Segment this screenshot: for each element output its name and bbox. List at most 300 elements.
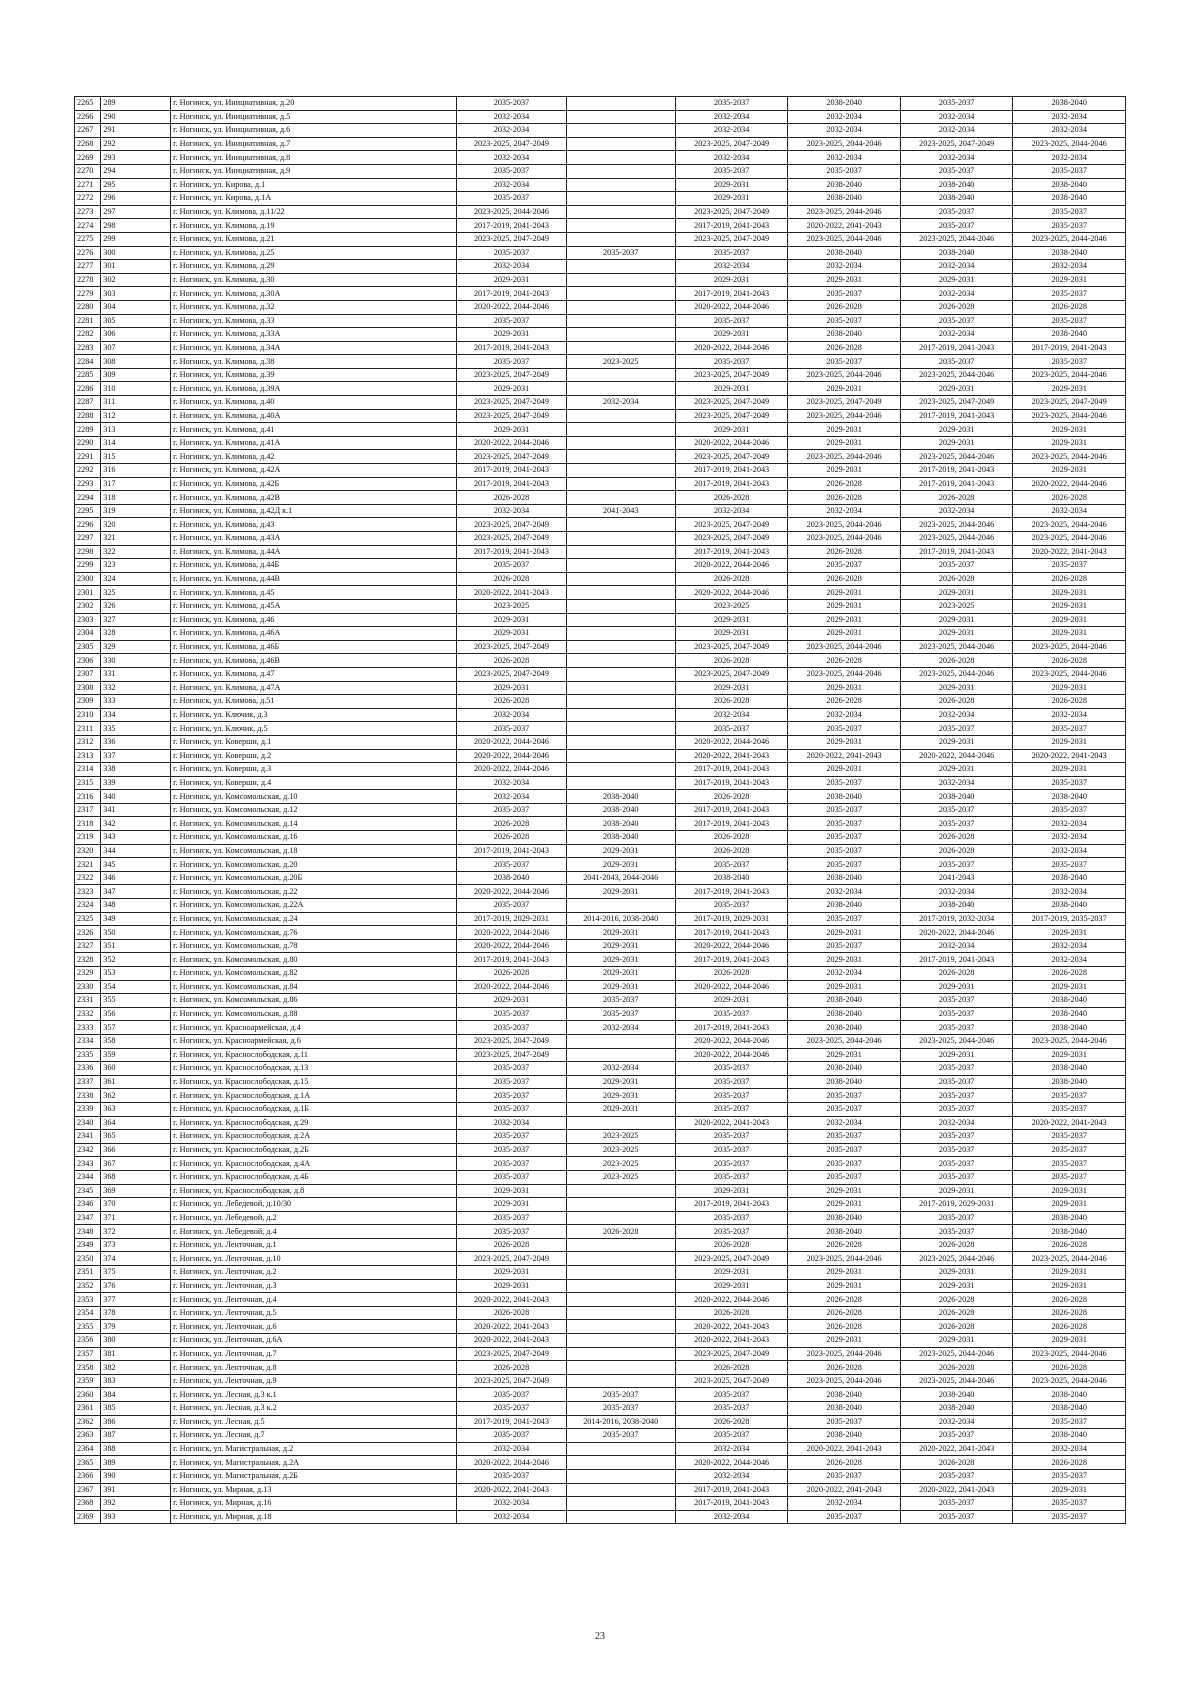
period-6-cell: 2020-2022, 2041-2043 bbox=[1013, 1116, 1126, 1130]
object-id-cell: 356 bbox=[101, 1007, 171, 1021]
address-cell: г. Ногинск, ул. Климова, д.21 bbox=[171, 232, 457, 246]
period-1-cell: 2035-2037 bbox=[457, 559, 566, 573]
object-id-cell: 378 bbox=[101, 1306, 171, 1320]
address-cell: г. Ногинск, ул. Климова, д.32 bbox=[171, 300, 457, 314]
table-row bbox=[75, 1184, 1126, 1198]
period-4-cell: 2035-2037 bbox=[788, 1143, 901, 1157]
address-cell: г. Ногинск, ул. Комсомольская, д.22 bbox=[171, 885, 457, 899]
period-4-cell: 2038-2040 bbox=[788, 178, 901, 192]
period-5-cell: 2029-2031 bbox=[900, 980, 1013, 994]
period-4-cell: 2029-2031 bbox=[788, 1048, 901, 1062]
table-row bbox=[75, 1279, 1126, 1293]
period-4-cell: 2038-2040 bbox=[788, 1075, 901, 1089]
object-id-cell: 386 bbox=[101, 1415, 171, 1429]
period-1-cell: 2035-2037 bbox=[457, 355, 566, 369]
period-1-cell: 2032-2034 bbox=[457, 124, 566, 138]
address-cell: г. Ногинск, ул. Климова, д.42Б bbox=[171, 477, 457, 491]
object-id-cell: 363 bbox=[101, 1102, 171, 1116]
address-cell: г. Ногинск, ул. Краснослободская, д.1А bbox=[171, 1089, 457, 1103]
period-5-cell: 2026-2028 bbox=[900, 1306, 1013, 1320]
row-number-cell: 2316 bbox=[75, 790, 101, 804]
address-cell: г. Ногинск, ул. Лебедевой, д.10/30 bbox=[171, 1198, 457, 1212]
table-row bbox=[75, 164, 1126, 178]
table-row bbox=[75, 695, 1126, 709]
period-6-cell: 2023-2025, 2044-2046 bbox=[1013, 1347, 1126, 1361]
address-cell: г. Ногинск, ул. Ключик, д.5 bbox=[171, 722, 457, 736]
period-6-cell: 2035-2037 bbox=[1013, 1143, 1126, 1157]
object-id-cell: 322 bbox=[101, 545, 171, 559]
period-3-cell: 2023-2025, 2047-2049 bbox=[675, 409, 788, 423]
object-id-cell: 338 bbox=[101, 763, 171, 777]
table-row bbox=[75, 436, 1126, 450]
address-cell: г. Ногинск, ул. Лесная, д.7 bbox=[171, 1429, 457, 1443]
row-number-cell: 2338 bbox=[75, 1089, 101, 1103]
row-number-cell: 2359 bbox=[75, 1374, 101, 1388]
period-5-cell: 2035-2037 bbox=[900, 803, 1013, 817]
object-id-cell: 388 bbox=[101, 1442, 171, 1456]
period-5-cell: 2023-2025, 2044-2046 bbox=[900, 1347, 1013, 1361]
address-cell: г. Ногинск, ул. Климова, д.46 bbox=[171, 613, 457, 627]
period-6-cell: 2026-2028 bbox=[1013, 1320, 1126, 1334]
row-number-cell: 2299 bbox=[75, 559, 101, 573]
period-1-cell: 2020-2022, 2044-2046 bbox=[457, 980, 566, 994]
period-5-cell: 2035-2037 bbox=[900, 858, 1013, 872]
period-4-cell: 2029-2031 bbox=[788, 613, 901, 627]
row-number-cell: 2345 bbox=[75, 1184, 101, 1198]
period-5-cell: 2038-2040 bbox=[900, 246, 1013, 260]
period-2-cell bbox=[566, 477, 675, 491]
object-id-cell: 291 bbox=[101, 124, 171, 138]
object-id-cell: 331 bbox=[101, 667, 171, 681]
period-4-cell: 2035-2037 bbox=[788, 803, 901, 817]
period-6-cell: 2035-2037 bbox=[1013, 355, 1126, 369]
period-5-cell: 2020-2022, 2041-2043 bbox=[900, 1442, 1013, 1456]
address-cell: г. Ногинск, ул. Климова, д.33 bbox=[171, 314, 457, 328]
object-id-cell: 340 bbox=[101, 790, 171, 804]
table-row bbox=[75, 110, 1126, 124]
table-row bbox=[75, 1075, 1126, 1089]
period-6-cell: 2029-2031 bbox=[1013, 763, 1126, 777]
period-6-cell: 2023-2025, 2044-2046 bbox=[1013, 1034, 1126, 1048]
period-1-cell: 2023-2025, 2047-2049 bbox=[457, 137, 566, 151]
table-row bbox=[75, 124, 1126, 138]
object-id-cell: 348 bbox=[101, 899, 171, 913]
address-cell: г. Ногинск, ул. Климова, д.42Д к.1 bbox=[171, 504, 457, 518]
object-id-cell: 392 bbox=[101, 1497, 171, 1511]
table-row bbox=[75, 1116, 1126, 1130]
period-5-cell: 2035-2037 bbox=[900, 1157, 1013, 1171]
object-id-cell: 382 bbox=[101, 1361, 171, 1375]
object-id-cell: 302 bbox=[101, 273, 171, 287]
object-id-cell: 334 bbox=[101, 708, 171, 722]
object-id-cell: 306 bbox=[101, 328, 171, 342]
table-row bbox=[75, 790, 1126, 804]
row-number-cell: 2277 bbox=[75, 260, 101, 274]
period-3-cell: 2017-2019, 2041-2043 bbox=[675, 464, 788, 478]
period-3-cell: 2020-2022, 2041-2043 bbox=[675, 1116, 788, 1130]
table-row bbox=[75, 368, 1126, 382]
period-6-cell: 2035-2037 bbox=[1013, 164, 1126, 178]
period-3-cell: 2026-2028 bbox=[675, 1415, 788, 1429]
period-1-cell: 2020-2022, 2044-2046 bbox=[457, 1456, 566, 1470]
period-4-cell: 2026-2028 bbox=[788, 1361, 901, 1375]
period-1-cell: 2032-2034 bbox=[457, 1442, 566, 1456]
address-cell: г. Ногинск, ул. Комсомольская, д.20 bbox=[171, 858, 457, 872]
address-cell: г. Ногинск, ул. Ленточная, д.4 bbox=[171, 1293, 457, 1307]
period-2-cell bbox=[566, 518, 675, 532]
address-cell: г. Ногинск, ул. Климова, д.44Б bbox=[171, 559, 457, 573]
period-6-cell: 2026-2028 bbox=[1013, 491, 1126, 505]
period-5-cell: 2032-2034 bbox=[900, 776, 1013, 790]
address-cell: г. Ногинск, ул. Ленточная, д.10 bbox=[171, 1252, 457, 1266]
object-id-cell: 364 bbox=[101, 1116, 171, 1130]
row-number-cell: 2265 bbox=[75, 97, 101, 111]
table-row bbox=[75, 1429, 1126, 1443]
table-row bbox=[75, 518, 1126, 532]
period-3-cell: 2029-2031 bbox=[675, 273, 788, 287]
period-6-cell: 2038-2040 bbox=[1013, 178, 1126, 192]
period-3-cell: 2029-2031 bbox=[675, 613, 788, 627]
period-6-cell: 2035-2037 bbox=[1013, 1102, 1126, 1116]
period-4-cell: 2032-2034 bbox=[788, 151, 901, 165]
object-id-cell: 315 bbox=[101, 450, 171, 464]
period-6-cell: 2029-2031 bbox=[1013, 735, 1126, 749]
object-id-cell: 336 bbox=[101, 735, 171, 749]
period-2-cell bbox=[566, 178, 675, 192]
row-number-cell: 2333 bbox=[75, 1021, 101, 1035]
table-row bbox=[75, 817, 1126, 831]
period-3-cell: 2023-2025 bbox=[675, 599, 788, 613]
row-number-cell: 2266 bbox=[75, 110, 101, 124]
schedule-table bbox=[74, 96, 1126, 1524]
period-3-cell: 2035-2037 bbox=[675, 899, 788, 913]
period-6-cell: 2038-2040 bbox=[1013, 1388, 1126, 1402]
period-5-cell: 2017-2019, 2041-2043 bbox=[900, 953, 1013, 967]
period-2-cell: 2035-2037 bbox=[566, 1429, 675, 1443]
period-4-cell: 2035-2037 bbox=[788, 1157, 901, 1171]
period-6-cell: 2029-2031 bbox=[1013, 980, 1126, 994]
period-6-cell: 2035-2037 bbox=[1013, 1089, 1126, 1103]
period-4-cell: 2035-2037 bbox=[788, 817, 901, 831]
period-2-cell: 2029-2031 bbox=[566, 967, 675, 981]
address-cell: г. Ногинск, ул. Лесная, д.5 bbox=[171, 1415, 457, 1429]
period-5-cell: 2023-2025, 2044-2046 bbox=[900, 368, 1013, 382]
period-6-cell: 2020-2022, 2044-2046 bbox=[1013, 477, 1126, 491]
object-id-cell: 390 bbox=[101, 1469, 171, 1483]
period-1-cell: 2035-2037 bbox=[457, 1157, 566, 1171]
row-number-cell: 2357 bbox=[75, 1347, 101, 1361]
period-2-cell bbox=[566, 1116, 675, 1130]
period-4-cell: 2032-2034 bbox=[788, 708, 901, 722]
period-1-cell: 2032-2034 bbox=[457, 504, 566, 518]
period-1-cell: 2023-2025, 2047-2049 bbox=[457, 450, 566, 464]
period-1-cell: 2032-2034 bbox=[457, 151, 566, 165]
row-number-cell: 2368 bbox=[75, 1497, 101, 1511]
period-2-cell bbox=[566, 341, 675, 355]
period-3-cell: 2017-2019, 2041-2043 bbox=[675, 219, 788, 233]
object-id-cell: 354 bbox=[101, 980, 171, 994]
period-3-cell: 2032-2034 bbox=[675, 124, 788, 138]
period-3-cell: 2023-2025, 2047-2049 bbox=[675, 232, 788, 246]
period-5-cell: 2035-2037 bbox=[900, 314, 1013, 328]
period-2-cell bbox=[566, 572, 675, 586]
period-3-cell: 2023-2025, 2047-2049 bbox=[675, 667, 788, 681]
period-4-cell: 2026-2028 bbox=[788, 1320, 901, 1334]
period-1-cell: 2035-2037 bbox=[457, 192, 566, 206]
object-id-cell: 352 bbox=[101, 953, 171, 967]
object-id-cell: 310 bbox=[101, 382, 171, 396]
period-6-cell: 2026-2028 bbox=[1013, 654, 1126, 668]
period-5-cell: 2029-2031 bbox=[900, 1184, 1013, 1198]
period-6-cell: 2026-2028 bbox=[1013, 1306, 1126, 1320]
period-6-cell: 2029-2031 bbox=[1013, 1198, 1126, 1212]
address-cell: г. Ногинск, ул. Краснослободская, д.2Б bbox=[171, 1143, 457, 1157]
period-1-cell: 2020-2022, 2041-2043 bbox=[457, 586, 566, 600]
table-row bbox=[75, 1143, 1126, 1157]
period-5-cell: 2032-2034 bbox=[900, 124, 1013, 138]
row-number-cell: 2284 bbox=[75, 355, 101, 369]
period-5-cell: 2035-2037 bbox=[900, 205, 1013, 219]
period-2-cell: 2032-2034 bbox=[566, 1062, 675, 1076]
table-row bbox=[75, 681, 1126, 695]
period-2-cell bbox=[566, 124, 675, 138]
row-number-cell: 2278 bbox=[75, 273, 101, 287]
period-6-cell: 2026-2028 bbox=[1013, 1361, 1126, 1375]
row-number-cell: 2310 bbox=[75, 708, 101, 722]
address-cell: г. Ногинск, ул. Краснослободская, д.4А bbox=[171, 1157, 457, 1171]
period-3-cell: 2017-2019, 2041-2043 bbox=[675, 477, 788, 491]
address-cell: г. Ногинск, ул. Климова, д.19 bbox=[171, 219, 457, 233]
period-3-cell: 2020-2022, 2041-2043 bbox=[675, 1320, 788, 1334]
period-3-cell: 2035-2037 bbox=[675, 1062, 788, 1076]
period-1-cell: 2035-2037 bbox=[457, 899, 566, 913]
period-2-cell bbox=[566, 97, 675, 111]
row-number-cell: 2317 bbox=[75, 803, 101, 817]
period-4-cell: 2038-2040 bbox=[788, 192, 901, 206]
row-number-cell: 2267 bbox=[75, 124, 101, 138]
table-row bbox=[75, 994, 1126, 1008]
table-row bbox=[75, 341, 1126, 355]
period-4-cell: 2023-2025, 2044-2046 bbox=[788, 450, 901, 464]
period-4-cell: 2038-2040 bbox=[788, 328, 901, 342]
address-cell: г. Ногинск, ул. Кирова, д.1 bbox=[171, 178, 457, 192]
period-6-cell: 2029-2031 bbox=[1013, 273, 1126, 287]
table-row bbox=[75, 545, 1126, 559]
period-5-cell: 2032-2034 bbox=[900, 939, 1013, 953]
period-5-cell: 2029-2031 bbox=[900, 1334, 1013, 1348]
period-4-cell: 2032-2034 bbox=[788, 1116, 901, 1130]
object-id-cell: 328 bbox=[101, 627, 171, 641]
table-row bbox=[75, 1456, 1126, 1470]
period-1-cell: 2029-2031 bbox=[457, 382, 566, 396]
period-1-cell: 2026-2028 bbox=[457, 491, 566, 505]
object-id-cell: 339 bbox=[101, 776, 171, 790]
period-3-cell: 2032-2034 bbox=[675, 110, 788, 124]
period-5-cell: 2023-2025, 2044-2046 bbox=[900, 532, 1013, 546]
period-3-cell: 2035-2037 bbox=[675, 97, 788, 111]
period-2-cell bbox=[566, 640, 675, 654]
period-3-cell: 2023-2025, 2047-2049 bbox=[675, 1347, 788, 1361]
period-6-cell: 2029-2031 bbox=[1013, 1279, 1126, 1293]
period-6-cell: 2023-2025, 2044-2046 bbox=[1013, 1374, 1126, 1388]
period-4-cell: 2035-2037 bbox=[788, 1469, 901, 1483]
table-row bbox=[75, 1238, 1126, 1252]
period-5-cell: 2026-2028 bbox=[900, 1293, 1013, 1307]
period-4-cell: 2026-2028 bbox=[788, 545, 901, 559]
period-1-cell: 2020-2022, 2041-2043 bbox=[457, 1483, 566, 1497]
table-row bbox=[75, 1374, 1126, 1388]
object-id-cell: 341 bbox=[101, 803, 171, 817]
period-1-cell: 2017-2019, 2041-2043 bbox=[457, 341, 566, 355]
object-id-cell: 318 bbox=[101, 491, 171, 505]
period-5-cell: 2032-2034 bbox=[900, 708, 1013, 722]
period-4-cell: 2029-2031 bbox=[788, 464, 901, 478]
period-4-cell: 2023-2025, 2044-2046 bbox=[788, 1034, 901, 1048]
period-5-cell: 2038-2040 bbox=[900, 192, 1013, 206]
period-1-cell: 2026-2028 bbox=[457, 817, 566, 831]
period-6-cell: 2026-2028 bbox=[1013, 1456, 1126, 1470]
period-3-cell: 2029-2031 bbox=[675, 681, 788, 695]
address-cell: г. Ногинск, ул. Ковершн, д.4 bbox=[171, 776, 457, 790]
address-cell: г. Ногинск, ул. Ленточная, д.1 bbox=[171, 1238, 457, 1252]
period-2-cell: 2029-2031 bbox=[566, 844, 675, 858]
period-4-cell: 2029-2031 bbox=[788, 980, 901, 994]
object-id-cell: 375 bbox=[101, 1266, 171, 1280]
row-number-cell: 2360 bbox=[75, 1388, 101, 1402]
period-3-cell: 2023-2025, 2047-2049 bbox=[675, 368, 788, 382]
period-3-cell: 2017-2019, 2041-2043 bbox=[675, 763, 788, 777]
period-5-cell: 2032-2034 bbox=[900, 260, 1013, 274]
period-6-cell: 2023-2025, 2044-2046 bbox=[1013, 640, 1126, 654]
object-id-cell: 384 bbox=[101, 1388, 171, 1402]
object-id-cell: 380 bbox=[101, 1334, 171, 1348]
period-6-cell: 2023-2025, 2044-2046 bbox=[1013, 409, 1126, 423]
object-id-cell: 297 bbox=[101, 205, 171, 219]
period-1-cell: 2017-2019, 2041-2043 bbox=[457, 1415, 566, 1429]
address-cell: г. Ногинск, ул. Ленточная, д.8 bbox=[171, 1361, 457, 1375]
period-2-cell bbox=[566, 586, 675, 600]
period-5-cell: 2026-2028 bbox=[900, 1456, 1013, 1470]
period-4-cell: 2026-2028 bbox=[788, 572, 901, 586]
period-5-cell: 2017-2019, 2041-2043 bbox=[900, 545, 1013, 559]
address-cell: г. Ногинск, ул. Климова, д.29 bbox=[171, 260, 457, 274]
period-4-cell: 2035-2037 bbox=[788, 1170, 901, 1184]
period-2-cell bbox=[566, 1211, 675, 1225]
period-1-cell: 2026-2028 bbox=[457, 831, 566, 845]
data-table-container bbox=[74, 96, 1126, 1524]
period-2-cell: 2029-2031 bbox=[566, 953, 675, 967]
period-4-cell: 2038-2040 bbox=[788, 97, 901, 111]
period-6-cell: 2026-2028 bbox=[1013, 1293, 1126, 1307]
row-number-cell: 2326 bbox=[75, 926, 101, 940]
period-5-cell: 2035-2037 bbox=[900, 1225, 1013, 1239]
period-6-cell: 2035-2037 bbox=[1013, 803, 1126, 817]
period-6-cell: 2023-2025, 2047-2049 bbox=[1013, 396, 1126, 410]
address-cell: г. Ногинск, ул. Климова, д.40 bbox=[171, 396, 457, 410]
period-2-cell bbox=[566, 749, 675, 763]
table-row bbox=[75, 504, 1126, 518]
period-6-cell: 2029-2031 bbox=[1013, 1334, 1126, 1348]
period-2-cell bbox=[566, 436, 675, 450]
period-5-cell: 2035-2037 bbox=[900, 1130, 1013, 1144]
period-2-cell bbox=[566, 164, 675, 178]
period-6-cell: 2020-2022, 2041-2043 bbox=[1013, 545, 1126, 559]
period-5-cell: 2035-2037 bbox=[900, 1497, 1013, 1511]
period-6-cell: 2038-2040 bbox=[1013, 994, 1126, 1008]
period-3-cell: 2020-2022, 2044-2046 bbox=[675, 341, 788, 355]
row-number-cell: 2314 bbox=[75, 763, 101, 777]
period-3-cell: 2020-2022, 2041-2043 bbox=[675, 1334, 788, 1348]
address-cell: г. Ногинск, ул. Комсомольская, д.76 bbox=[171, 926, 457, 940]
object-id-cell: 292 bbox=[101, 137, 171, 151]
period-3-cell: 2029-2031 bbox=[675, 178, 788, 192]
period-5-cell: 2023-2025, 2044-2046 bbox=[900, 232, 1013, 246]
table-row bbox=[75, 178, 1126, 192]
period-5-cell: 2029-2031 bbox=[900, 613, 1013, 627]
object-id-cell: 309 bbox=[101, 368, 171, 382]
period-4-cell: 2023-2025, 2044-2046 bbox=[788, 368, 901, 382]
period-5-cell: 2029-2031 bbox=[900, 1048, 1013, 1062]
period-1-cell: 2029-2031 bbox=[457, 994, 566, 1008]
period-2-cell bbox=[566, 722, 675, 736]
row-number-cell: 2361 bbox=[75, 1402, 101, 1416]
period-4-cell: 2023-2025, 2044-2046 bbox=[788, 1252, 901, 1266]
period-6-cell: 2023-2025, 2044-2046 bbox=[1013, 1252, 1126, 1266]
row-number-cell: 2332 bbox=[75, 1007, 101, 1021]
row-number-cell: 2349 bbox=[75, 1238, 101, 1252]
period-6-cell: 2023-2025, 2044-2046 bbox=[1013, 532, 1126, 546]
row-number-cell: 2325 bbox=[75, 912, 101, 926]
object-id-cell: 393 bbox=[101, 1510, 171, 1524]
period-5-cell: 2035-2037 bbox=[900, 355, 1013, 369]
period-4-cell: 2035-2037 bbox=[788, 912, 901, 926]
table-body bbox=[75, 97, 1126, 1524]
period-1-cell: 2017-2019, 2029-2031 bbox=[457, 912, 566, 926]
period-3-cell: 2029-2031 bbox=[675, 1279, 788, 1293]
address-cell: г. Ногинск, ул. Комсомольская, д.12 bbox=[171, 803, 457, 817]
table-row bbox=[75, 572, 1126, 586]
row-number-cell: 2302 bbox=[75, 599, 101, 613]
period-3-cell: 2035-2037 bbox=[675, 1143, 788, 1157]
period-1-cell: 2029-2031 bbox=[457, 613, 566, 627]
period-5-cell: 2035-2037 bbox=[900, 1170, 1013, 1184]
period-3-cell: 2032-2034 bbox=[675, 1442, 788, 1456]
period-4-cell: 2029-2031 bbox=[788, 382, 901, 396]
period-4-cell: 2035-2037 bbox=[788, 939, 901, 953]
table-row bbox=[75, 328, 1126, 342]
address-cell: г. Ногинск, ул. Климова, д.44В bbox=[171, 572, 457, 586]
period-1-cell: 2035-2037 bbox=[457, 1089, 566, 1103]
address-cell: г. Ногинск, ул. Мирная, д.16 bbox=[171, 1497, 457, 1511]
period-2-cell bbox=[566, 1252, 675, 1266]
period-4-cell: 2035-2037 bbox=[788, 831, 901, 845]
period-3-cell: 2035-2037 bbox=[675, 1402, 788, 1416]
period-4-cell: 2020-2022, 2041-2043 bbox=[788, 749, 901, 763]
period-3-cell: 2023-2025, 2047-2049 bbox=[675, 1252, 788, 1266]
period-1-cell: 2017-2019, 2041-2043 bbox=[457, 287, 566, 301]
period-1-cell: 2032-2034 bbox=[457, 260, 566, 274]
object-id-cell: 289 bbox=[101, 97, 171, 111]
address-cell: г. Ногинск, ул. Кирова, д.1А bbox=[171, 192, 457, 206]
period-1-cell: 2020-2022, 2041-2043 bbox=[457, 1320, 566, 1334]
period-6-cell: 2032-2034 bbox=[1013, 110, 1126, 124]
address-cell: г. Ногинск, ул. Климова, д.42 bbox=[171, 450, 457, 464]
object-id-cell: 313 bbox=[101, 423, 171, 437]
period-5-cell: 2023-2025, 2044-2046 bbox=[900, 450, 1013, 464]
address-cell: г. Ногинск, ул. Климова, д.44А bbox=[171, 545, 457, 559]
period-1-cell: 2026-2028 bbox=[457, 1238, 566, 1252]
row-number-cell: 2346 bbox=[75, 1198, 101, 1212]
